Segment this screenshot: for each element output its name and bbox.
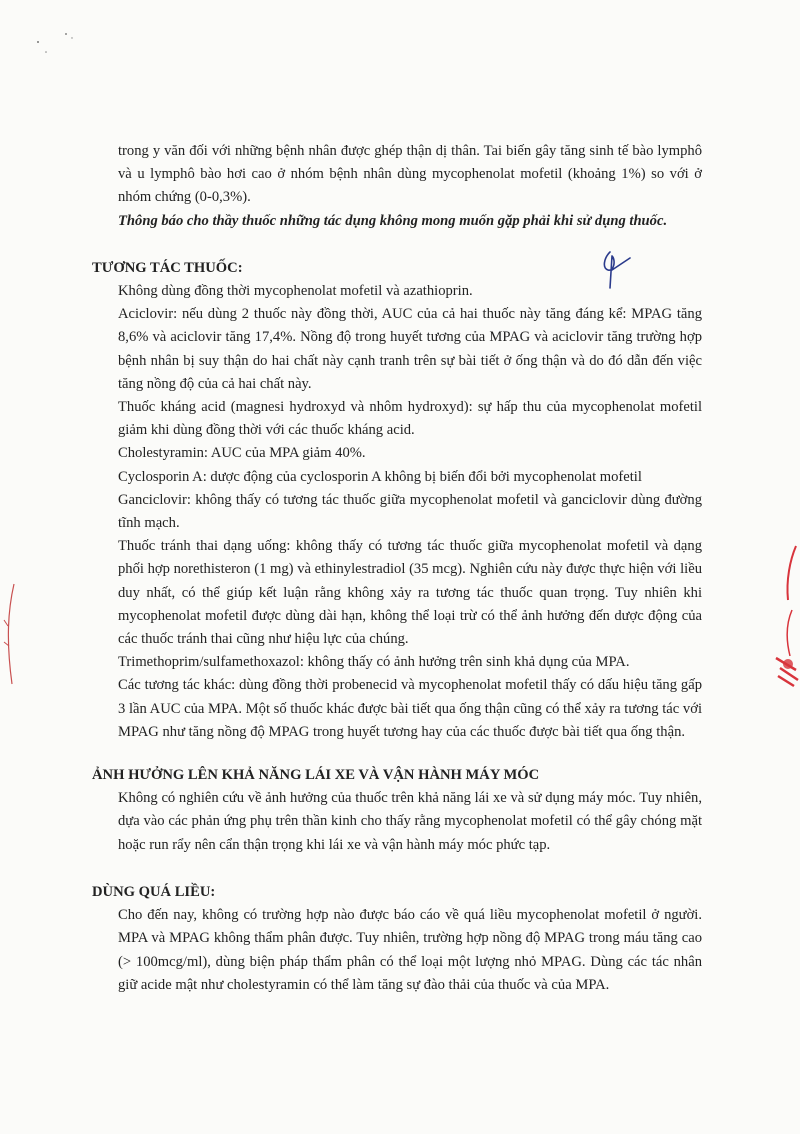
intro-section xyxy=(92,140,702,233)
scan-specks xyxy=(30,20,90,60)
driving-section xyxy=(92,764,702,857)
driving-paragraph: Không có nghiên cứu về ảnh hưởng của thuốc trên khả năng lái xe và sử dụng máy móc. Tuy nhiên, dựa vào các phản ứng phụ trên thần kinh cho thấy rằng mycophenolat mofetil có thể gây chóng mặt hoặc run rẩy nên cẩn thận trọng khi lái xe và vận hành máy móc phức tạp. xyxy=(118,790,702,853)
overdose-section xyxy=(92,881,702,997)
interaction-aciclovir: Aciclovir: nếu dùng 2 thuốc này đồng thời, AUC của cả hai thuốc này tăng đáng kể: MPAG tăng 8,6% và aciclovir tăng 17,4%. Nồng độ trong huyết tương của MPAG và aciclovir tăng trường hợp bệnh nhân bị suy thận do hai chất này cạnh tranh trên sự bài tiết ở ống thận và do đó dẫn đến việc tăng nồng độ của cả hai chất này. xyxy=(118,306,702,392)
interaction-antacid: Thuốc kháng acid (magnesi hydroxyd và nhôm hydroxyd): sự hấp thu của mycophenolat mofetil giảm khi dùng đồng thời với các thuốc kháng acid. xyxy=(118,399,702,439)
interactions-section xyxy=(92,257,702,744)
interaction-cholestyramin: Cholestyramin: AUC của MPA giảm 40%. xyxy=(118,445,366,462)
interactions-heading: TƯƠNG TÁC THUỐC: xyxy=(92,259,243,276)
interaction-ganciclovir: Ganciclovir: không thấy có tương tác thuốc giữa mycophenolat mofetil và ganciclovir dùng đường tĩnh mạch. xyxy=(118,491,702,532)
interaction-contraceptive: Thuốc tránh thai dạng uống: không thấy có tương tác thuốc giữa mycophenolat mofetil và dạng phối hợp norethisteron (1 mg) và ethinylestradiol (35 mcg). Nghiên cứu này được thực hiện với liều duy nhất, có thể giúp kết luận rằng không xảy ra tương tác thuốc quan trọng. Tuy nhiên khi mycophenolat mofetil được dùng dài hạn, không thể loại trừ có thể ảnh hưởng đến dược động của các thuốc tránh thai cũng như hiệu lực của chúng. xyxy=(118,538,702,648)
left-margin-mark-icon xyxy=(0,580,24,690)
overdose-paragraph: Cho đến nay, không có trường hợp nào được báo cáo về quá liều mycophenolat mofetil ở người. MPA và MPAG không thẩm phân được. Tuy nhiên, trường hợp nồng độ MPAG trong máu tăng cao (> 100mcg/ml), dùng biện pháp thẩm phân có thể loại một lượng nhỏ MPAG. Dùng các tác nhân giữ acide mật như cholestyramin có thể làm tăng sự đào thải của thuốc và của MPA. xyxy=(118,907,702,993)
interaction-trimethoprim: Trimethoprim/sulfamethoxazol: không thấy có ảnh hưởng trên sinh khả dụng của MPA. xyxy=(118,654,630,671)
interaction-cyclosporin: Cyclosporin A: dược động của cyclosporin A không bị biến đổi bởi mycophenolat mofetil xyxy=(118,468,642,485)
handwritten-signature-icon xyxy=(598,248,632,290)
interaction-azathioprin: Không dùng đồng thời mycophenolat mofetil và azathioprin. xyxy=(118,283,473,300)
red-stamp-fragment-icon xyxy=(766,540,800,690)
interaction-other: Các tương tác khác: dùng đồng thời probenecid và mycophenolat mofetil thấy có dấu hiệu tăng gấp 3 lần AUC của MPA. Một số thuốc khác được bài tiết qua ống thận cũng có thể xảy ra tương tác với MPAG như tăng nồng độ MPAG trong huyết tương hay của các thuốc được bài tiết qua ống thận. xyxy=(118,677,702,740)
notice-paragraph: Thông báo cho thầy thuốc những tác dụng không mong muốn gặp phải khi sử dụng thuốc. xyxy=(118,212,668,229)
driving-heading: ẢNH HƯỞNG LÊN KHẢ NĂNG LÁI XE VÀ VẬN HÀNH MÁY MÓC xyxy=(92,767,540,784)
overdose-heading: DÙNG QUÁ LIỀU: xyxy=(92,883,216,900)
intro-paragraph: trong y văn đối với những bệnh nhân được ghép thận dị thân. Tai biến gây tăng sinh tế bào lymphô và u lymphô bào hơi cao ở nhóm bệnh nhân dùng mycophenolat mofetil (khoảng 1%) so với ở nhóm chứng (0-0,3%). xyxy=(118,143,702,206)
